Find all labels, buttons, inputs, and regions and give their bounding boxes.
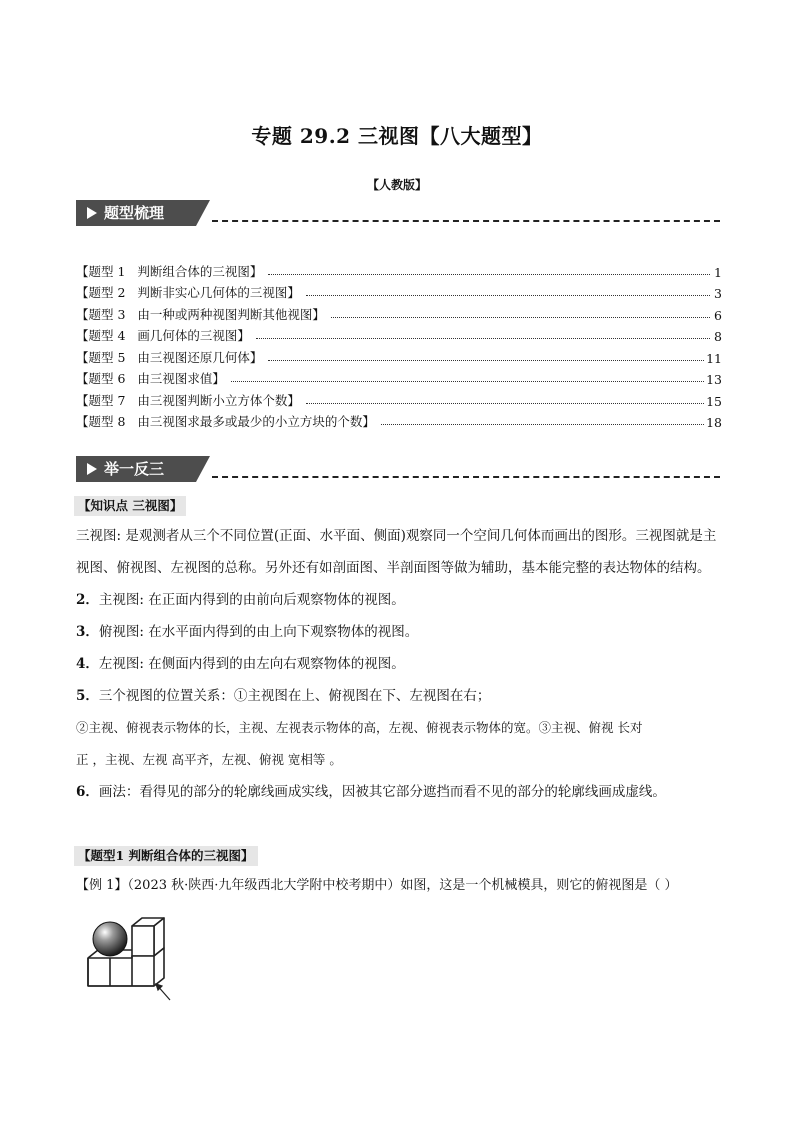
item-text: 左视图: 在侧面内得到的由左向右观察物体的视图。 xyxy=(98,656,405,672)
toc-label: 【题型 4 画几何体的三视图】 xyxy=(76,328,250,343)
toc-page: 8 xyxy=(714,329,722,344)
list-item xyxy=(76,648,724,680)
toc-label: 【题型 7 由三视图判断小立方体个数】 xyxy=(76,392,300,408)
list-item xyxy=(76,584,724,616)
arrow-icon xyxy=(156,984,170,1000)
edition-label: 【人教版】 xyxy=(366,178,427,192)
toc-label: 【题型 8 由三视图求最多或最少的小立方块的个数】 xyxy=(76,414,375,429)
item-text: 主视图: 在正面内得到的由前向后观察物体的视图。 xyxy=(98,592,405,608)
toc-label: 【题型 5 由三视图还原几何体】 xyxy=(76,349,263,365)
item-number: 4． xyxy=(76,656,99,672)
toc-leader xyxy=(256,338,710,339)
section-tab xyxy=(76,456,196,482)
play-triangle-icon xyxy=(87,463,97,475)
toc-item[interactable] xyxy=(76,409,722,431)
mechanical-mold-figure xyxy=(84,912,184,1004)
knowledge-point-tag: 【知识点 三视图】 xyxy=(74,496,186,516)
toc-page: 1 xyxy=(714,264,722,280)
toc-page: 3 xyxy=(714,286,722,301)
toc-page: 15 xyxy=(706,393,722,409)
list-item xyxy=(76,776,724,808)
toc-leader xyxy=(331,317,710,318)
toc-item[interactable] xyxy=(76,323,722,345)
item-number: 5． xyxy=(76,688,99,704)
item-text: 俯视图: 在水平面内得到的由上向下观察物体的视图。 xyxy=(98,624,419,640)
toc-item[interactable] xyxy=(76,366,722,388)
toc-item[interactable] xyxy=(76,387,722,409)
toc-page: 11 xyxy=(706,350,722,366)
toc-leader xyxy=(268,360,704,361)
sphere-shape xyxy=(93,922,127,956)
toc-page: 18 xyxy=(706,415,722,430)
toc-leader xyxy=(381,424,704,425)
toc-item[interactable] xyxy=(76,258,722,280)
section-label: 题型梳理 xyxy=(104,204,165,222)
toc-page: 13 xyxy=(706,372,722,387)
play-triangle-icon xyxy=(87,207,97,219)
toc-label: 【题型 6 由三视图求值】 xyxy=(76,371,225,386)
toc-page: 6 xyxy=(714,307,722,323)
question-type-tag: 【题型1 判断组合体的三视图】 xyxy=(74,846,258,866)
toc-leader xyxy=(306,295,710,296)
section-tab xyxy=(76,200,196,226)
toc-item[interactable] xyxy=(76,301,722,323)
toc-label: 【题型 2 判断非实心几何体的三视图】 xyxy=(76,285,300,300)
toc-item[interactable] xyxy=(76,344,722,366)
section-divider xyxy=(212,220,720,222)
example-question: 【例 1】（2023 秋·陕西·九年级西北大学附中校考期中）如图，这是一个机械模具，则它的俯视图是（ ） xyxy=(76,878,678,893)
item-number: 6． xyxy=(76,784,99,800)
toc-leader xyxy=(268,274,710,275)
toc-label: 【题型 3 由一种或两种视图判断其他视图】 xyxy=(76,306,325,322)
toc-item[interactable] xyxy=(76,280,722,302)
toc-leader xyxy=(306,403,704,404)
toc-leader xyxy=(231,381,704,382)
item-number: 2． xyxy=(76,592,99,608)
item-number: 3． xyxy=(76,624,99,640)
toc-label: 【题型 1 判断组合体的三视图】 xyxy=(76,263,263,279)
section-label: 举一反三 xyxy=(104,460,165,478)
section-header-types xyxy=(76,200,726,226)
content-body xyxy=(76,520,724,808)
definition-paragraph: 三视图: 是观测者从三个不同位置(正面、水平面、侧面)观察同一个空间几何体而画出的图形。三视图就是主视图、俯视图、左视图的总称。另外还有如剖面图、半剖面图等做为辅助，基本能完整的表达物体的结构。 xyxy=(76,528,717,576)
section-divider xyxy=(212,476,720,478)
page-title: 专题 29.2 三视图【八大题型】 xyxy=(251,124,543,148)
section-header-examples xyxy=(76,456,726,482)
list-item xyxy=(76,680,724,712)
list-item xyxy=(76,616,724,648)
table-of-contents xyxy=(76,258,722,430)
relation-line: 正 ，主视、左视 高平齐，左视、俯视 宽相等 。 xyxy=(76,752,342,767)
item-text: 三个视图的位置关系：①主视图在上、俯视图在下、左视图在右； xyxy=(98,688,491,704)
relation-line: ②主视、俯视表示物体的长，主视、左视表示物体的高，左视、俯视表示物体的宽。③主视、俯视 长对 xyxy=(76,720,643,735)
item-text: 画法：看得见的部分的轮廓线画成实线，因被其它部分遮挡而看不见的部分的轮廓线画成虚线。 xyxy=(98,784,666,800)
